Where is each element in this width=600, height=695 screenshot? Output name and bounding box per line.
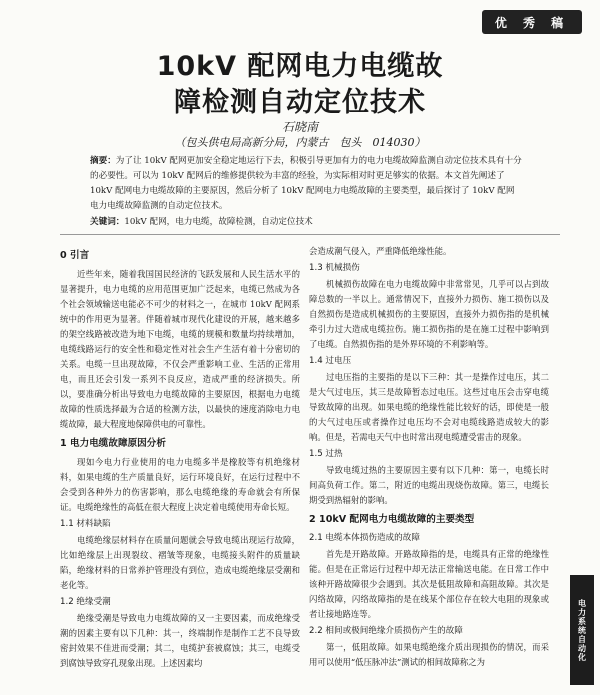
subsection-heading: 1.3 机械损伤 [309, 263, 360, 273]
author-affiliation: （包头供电局高新分局，内蒙古 包头 014030） [174, 136, 426, 149]
article-title-line-1: 10kV 配网电力电缆故 [156, 51, 444, 82]
journal-side-tab: 电力系统自动化 [570, 575, 594, 685]
keywords-text: 10kV 配网，电力电缆，故障检测，自动定位技术 [124, 217, 313, 227]
keywords-label: 关键词： [90, 217, 125, 227]
paragraph: 首先是开路故障。开路故障指的是，电缆具有正常的绝缘性能。但是在正常运行过程中却无法正常输送电能。在日常工作中该种开路故障很少会遇到。其次是低阻故障和高阻故障。其次是闪络故障，闪络故障指的是在线某个部位存在较大电阻的现象或者让接地路连等。 [309, 549, 549, 619]
abstract-label: 摘要： [90, 156, 116, 166]
paragraph: 绝缘受潮是导致电力电缆故障的又一主要因素，而成绝缘受潮的因素主要有以下几种：其一，终端制作是制作工艺不良导致密封效果不佳进而受潮；其二，电缆护套被腐蚀；其三，电缆受到腐蚀导致穿孔现象出现。上述因素均 [60, 613, 300, 668]
right-column [309, 244, 549, 671]
subsection-heading: 1.5 过热 [309, 449, 343, 459]
author-name: 石晓南 [281, 120, 318, 134]
section-heading: 2 10kV 配网电力电缆故障的主要类型 [309, 514, 475, 525]
paragraph: 第一，低阻故障。如果电缆绝缘介质出现损伤的情况，而采用可以使用“低压脉冲法”测试的相间故障称之为 [309, 642, 549, 667]
subsection-heading: 2.1 电缆本体损伤造成的故障 [309, 533, 420, 543]
abstract-text: 为了让 10kV 配网更加安全稳定地运行下去，积极引导更加有力的电力电缆故障监测自动定位技术具有十分的必要性。可以为 10kV 配网后的维修提供较为丰富的经验，为实际相对时更足够实的依据。本文首先阐述了 10kV 配网电力电缆故障的主要原因，然后分析了 10kV 配网电力电缆故障的主要类型，最后探讨了 10kV 配网电力电缆故障监测的自动定位技术。 [90, 156, 522, 211]
paragraph: 现如今电力行业使用的电力电缆多半是橡胶等有机绝缘材料，如果电缆的生产质量良好，运行环境良好，在运行过程中不会受到各种外力的伤害影响，那么电缆绝缘的寿命就会有所保证。电缆绝缘性的高低在很大程度上决定着电缆使用寿命长短。 [60, 457, 300, 512]
section-heading: 0 引言 [60, 250, 90, 261]
abstract [90, 154, 522, 214]
subsection-heading: 2.2 相间或极间绝缘介质损伤产生的故障 [309, 626, 463, 636]
keywords [90, 215, 522, 229]
left-column [60, 244, 300, 672]
paragraph: 会造成潮气侵入，严重降低绝缘性能。 [309, 246, 452, 256]
article-title-line-2: 障检测自动定位技术 [174, 87, 426, 118]
column-banner: 优 秀 稿 [482, 10, 582, 34]
paragraph: 电缆绝缘层材料存在质量问题就会导致电缆出现运行故障，比如绝缘层上出现裂纹、褶皱等现象，电缆接头附件的质量缺陷，绝缘材料的日常养护管理没有到位，造成电缆绝缘层受潮和老化等。 [60, 535, 300, 590]
paragraph: 过电压指的主要指的是以下三种：其一是操作过电压，其二是大气过电压，其三是故障暂态过电压。这些过电压会击穿电缆导致故障的出现。如果电缆的绝缘性能比较好的话，即使是一般的大气过电压或者操作过电压均不会对电缆线路造成较大的影响。但是，若需电天气中也时常出现电缆遭受雷击的现象。 [309, 372, 549, 442]
header-divider [60, 234, 560, 235]
section-heading: 1 电力电缆故障原因分析 [60, 438, 166, 449]
paragraph: 导致电缆过热的主要原因主要有以下几种：第一，电缆长时间高负荷工作。第二，附近的电缆出现烧伤故障。第三，电缆长期受到热辐射的影响。 [309, 465, 549, 505]
subsection-heading: 1.2 绝缘受潮 [60, 597, 111, 607]
paragraph: 近些年来，随着我国国民经济的飞跃发展和人民生活水平的显著提升，电力电缆的应用范围更加广泛起来，电缆已然成为各个社会领域输送电能必不可少的材料之一，在城市 10kV 配网系统中的作用更为显著。伴随着城市现代化建设的开展，越来越多的架空线路被改造为地下电缆，电缆的规模和数量均持续增加，电缆线路运行的安全性和稳定性对社会生产生活有着十分密切的关系。电缆一旦出现故障，不仅会严重影响工业、生活的正常用电，而且还会引发一系列不良反应，造成严重的经济损失。所以，要准确分析出导致电力电缆故障的主要原因，根据电力电缆故障的性质选择最为合适的检测方法，以最快的速度消除电力电缆故障，最大程度地保障供电的可靠性。 [60, 269, 300, 429]
subsection-heading: 1.4 过电压 [309, 356, 352, 366]
paragraph: 机械损伤故障在电力电缆故障中非常常见，几乎可以占到故障总数的一半以上。通常情况下，直接外力损伤、施工损伤以及自然损伤是造成机械损伤的主要原因，直接外力损伤指的是机械牵引力过大造成电缆拉伤。施工损伤指的是在施工过程中影响到了电缆。自然损伤指的是外界环境的不利影响等。 [309, 279, 549, 349]
subsection-heading: 1.1 材料缺陷 [60, 519, 111, 529]
